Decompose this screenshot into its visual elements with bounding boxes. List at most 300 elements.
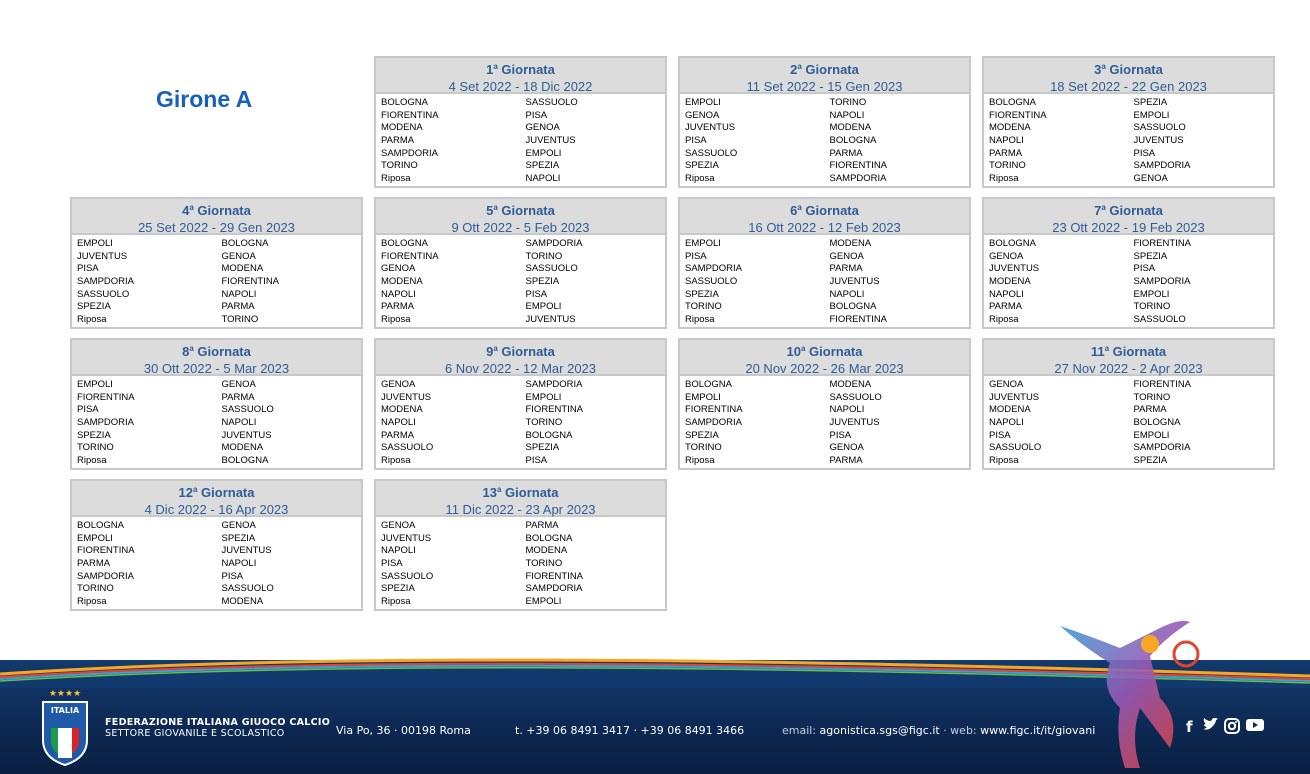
round-ordinal-suffix: a xyxy=(797,62,802,71)
match-row xyxy=(381,558,665,571)
match-row xyxy=(381,455,665,468)
away-team: JUVENTUS xyxy=(221,429,272,441)
away-team: JUVENTUS xyxy=(829,276,880,288)
round-card xyxy=(982,197,1275,329)
home-team: SAMPDORIA xyxy=(77,417,135,429)
home-team: TORINO xyxy=(77,442,114,454)
match-row xyxy=(381,571,665,584)
home-team: Riposa xyxy=(77,596,107,608)
home-team: EMPOLI xyxy=(77,532,113,544)
round-card xyxy=(982,56,1275,188)
away-team: PARMA xyxy=(829,455,863,467)
home-team: Riposa xyxy=(989,455,1019,467)
match-row xyxy=(685,110,969,123)
home-team: GENOA xyxy=(989,250,1024,262)
away-team: BOLOGNA xyxy=(221,238,269,249)
home-team: SAMPDORIA xyxy=(77,570,135,582)
home-team: SAMPDORIA xyxy=(685,263,743,275)
round-ordinal-suffix: a xyxy=(1101,203,1106,212)
footballer-illustration xyxy=(1040,608,1220,774)
away-team: SASSUOLO xyxy=(1133,314,1186,326)
round-label: Giornata xyxy=(193,203,251,218)
home-team: PISA xyxy=(77,404,99,416)
away-team: PARMA xyxy=(221,301,255,313)
round-ordinal: 12 xyxy=(178,485,193,500)
away-team: PISA xyxy=(525,109,548,121)
match-row xyxy=(989,135,1273,148)
match-row xyxy=(989,110,1273,123)
round-ordinal-suffix: a xyxy=(493,344,498,353)
match-row xyxy=(989,122,1273,135)
home-team: Riposa xyxy=(685,314,715,326)
away-team: BOLOGNA xyxy=(221,455,269,467)
match-row xyxy=(381,392,665,405)
match-row xyxy=(989,263,1273,276)
match-row xyxy=(989,148,1273,161)
round-header xyxy=(72,199,361,235)
round-label: Giornata xyxy=(805,344,863,359)
round-ordinal: 8 xyxy=(182,344,190,359)
round-label: Giornata xyxy=(501,485,559,500)
match-row xyxy=(685,97,969,110)
home-team: JUVENTUS xyxy=(381,391,432,403)
match-row xyxy=(685,263,969,276)
round-ordinal: 5 xyxy=(486,203,494,218)
email-link[interactable]: agonistica.sgs@figc.it xyxy=(819,724,940,737)
match-row xyxy=(77,251,361,264)
round-dates: 30 Ott 2022 - 5 Mar 2023 xyxy=(143,361,290,376)
match-list xyxy=(376,94,665,186)
away-team: JUVENTUS xyxy=(525,135,576,147)
round-dates: 6 Nov 2022 - 12 Mar 2023 xyxy=(444,361,597,376)
round-name xyxy=(984,340,1273,360)
round-ordinal-suffix: a xyxy=(189,203,194,212)
home-team: PISA xyxy=(685,250,707,262)
round-label: Giornata xyxy=(497,203,555,218)
match-row xyxy=(989,404,1273,417)
away-team: SAMPDORIA xyxy=(1133,442,1191,454)
away-team: MODENA xyxy=(221,442,264,454)
match-row xyxy=(381,301,665,314)
home-team: Riposa xyxy=(685,455,715,467)
home-team: PARMA xyxy=(77,558,111,570)
home-team: PISA xyxy=(685,135,707,147)
match-list xyxy=(984,376,1273,468)
match-row xyxy=(381,135,665,148)
away-team: SPEZIA xyxy=(221,532,256,544)
home-team: GENOA xyxy=(381,379,416,390)
round-ordinal-suffix: a xyxy=(493,62,498,71)
round-card xyxy=(678,56,971,188)
round-card xyxy=(982,338,1275,470)
round-label: Giornata xyxy=(497,62,555,77)
round-ordinal: 13 xyxy=(482,485,497,500)
round-card xyxy=(374,338,667,470)
home-team: BOLOGNA xyxy=(989,238,1036,249)
match-row xyxy=(381,97,665,110)
match-row xyxy=(685,301,969,314)
away-team: SASSUOLO xyxy=(525,263,578,275)
round-ordinal: 11 xyxy=(1090,344,1105,359)
away-team: FIORENTINA xyxy=(829,314,888,326)
home-team: EMPOLI xyxy=(685,97,721,108)
facebook-icon[interactable]: f xyxy=(1186,718,1193,736)
away-team: PISA xyxy=(829,429,852,441)
match-row xyxy=(989,430,1273,443)
away-team: FIORENTINA xyxy=(1133,379,1192,390)
round-name xyxy=(376,58,665,78)
youtube-icon[interactable] xyxy=(1246,718,1264,736)
match-row xyxy=(685,122,969,135)
match-row xyxy=(77,238,361,251)
home-team: MODENA xyxy=(989,404,1031,416)
home-team: SASSUOLO xyxy=(685,276,738,288)
round-ordinal: 4 xyxy=(182,203,190,218)
match-row xyxy=(685,173,969,186)
round-name xyxy=(984,199,1273,219)
home-team: FIORENTINA xyxy=(77,391,135,403)
match-row xyxy=(77,404,361,417)
away-team: GENOA xyxy=(829,250,864,262)
match-row xyxy=(989,301,1273,314)
match-row xyxy=(685,289,969,302)
round-name xyxy=(72,340,361,360)
match-row xyxy=(989,379,1273,392)
away-team: MODENA xyxy=(221,596,264,608)
match-row xyxy=(77,520,361,533)
away-team: SAMPDORIA xyxy=(525,583,583,595)
away-team: SAMPDORIA xyxy=(829,173,887,185)
match-row xyxy=(381,276,665,289)
match-row xyxy=(77,289,361,302)
round-header xyxy=(984,58,1273,94)
round-header xyxy=(984,340,1273,376)
home-team: BOLOGNA xyxy=(989,97,1036,108)
away-team: BOLOGNA xyxy=(829,301,877,313)
round-name xyxy=(72,199,361,219)
match-row xyxy=(685,251,969,264)
match-row xyxy=(77,301,361,314)
round-ordinal-suffix: a xyxy=(800,344,806,353)
match-row xyxy=(989,442,1273,455)
away-team: MODENA xyxy=(525,545,568,557)
footer-address: Via Po, 36 · 00198 Roma xyxy=(336,724,471,737)
round-ordinal-suffix: a xyxy=(1104,344,1110,353)
round-header xyxy=(376,481,665,517)
round-ordinal-suffix: a xyxy=(1101,62,1106,71)
home-team: FIORENTINA xyxy=(381,109,439,121)
round-name xyxy=(680,199,969,219)
match-list xyxy=(376,376,665,468)
round-name xyxy=(376,199,665,219)
away-team: SASSUOLO xyxy=(525,97,578,108)
away-team: TORINO xyxy=(221,314,259,326)
match-row xyxy=(77,314,361,327)
away-team: EMPOLI xyxy=(525,391,562,403)
away-team: BOLOGNA xyxy=(1133,417,1181,429)
away-team: FIORENTINA xyxy=(1133,238,1192,249)
home-team: EMPOLI xyxy=(77,238,113,249)
away-team: BOLOGNA xyxy=(525,532,573,544)
match-row xyxy=(989,455,1273,468)
round-header xyxy=(376,58,665,94)
home-team: SASSUOLO xyxy=(77,288,130,300)
home-team: FIORENTINA xyxy=(989,109,1047,121)
round-card xyxy=(374,479,667,611)
match-row xyxy=(77,442,361,455)
round-ordinal-suffix: a xyxy=(493,203,498,212)
home-team: FIORENTINA xyxy=(381,250,439,262)
home-team: Riposa xyxy=(989,173,1019,185)
round-ordinal: 10 xyxy=(786,344,801,359)
away-team: PARMA xyxy=(221,391,255,403)
away-team: GENOA xyxy=(221,379,256,390)
round-name xyxy=(680,340,969,360)
match-row xyxy=(381,417,665,430)
home-team: GENOA xyxy=(381,263,416,275)
home-team: BOLOGNA xyxy=(77,520,124,531)
figc-shield-logo xyxy=(40,688,90,766)
home-team: NAPOLI xyxy=(989,135,1024,147)
away-team: EMPOLI xyxy=(1133,109,1170,121)
away-team: JUVENTUS xyxy=(525,314,576,326)
home-team: GENOA xyxy=(381,520,416,531)
round-card xyxy=(70,479,363,611)
home-team: PARMA xyxy=(381,301,415,313)
svg-text:★★★★: ★★★★ xyxy=(48,689,82,699)
round-ordinal-suffix: a xyxy=(797,203,802,212)
round-ordinal: 6 xyxy=(790,203,798,218)
away-team: GENOA xyxy=(1133,173,1168,185)
round-dates: 11 Set 2022 - 15 Gen 2023 xyxy=(746,79,903,94)
match-row xyxy=(77,545,361,558)
round-header xyxy=(984,199,1273,235)
away-team: PARMA xyxy=(1133,404,1167,416)
round-card xyxy=(374,56,667,188)
away-team: NAPOLI xyxy=(525,173,561,185)
match-row xyxy=(989,238,1273,251)
home-team: BOLOGNA xyxy=(381,238,428,249)
away-team: MODENA xyxy=(221,263,264,275)
round-header xyxy=(72,340,361,376)
footer-phone: t. +39 06 8491 3417 · +39 06 8491 3466 xyxy=(515,724,745,737)
match-row xyxy=(989,97,1273,110)
home-team: MODENA xyxy=(989,276,1031,288)
home-team: Riposa xyxy=(989,314,1019,326)
round-header xyxy=(376,199,665,235)
away-team: PARMA xyxy=(525,520,559,531)
round-label: Giornata xyxy=(1105,203,1163,218)
match-row xyxy=(77,583,361,596)
match-row xyxy=(685,379,969,392)
match-list xyxy=(984,94,1273,186)
match-list xyxy=(72,376,361,468)
match-list xyxy=(376,235,665,327)
match-row xyxy=(989,251,1273,264)
match-row xyxy=(685,455,969,468)
match-row xyxy=(685,160,969,173)
web-label: · web: xyxy=(943,724,977,737)
round-dates: 4 Dic 2022 - 16 Apr 2023 xyxy=(144,502,289,517)
away-team: PISA xyxy=(221,570,244,582)
match-row xyxy=(381,404,665,417)
round-header xyxy=(72,481,361,517)
away-team: TORINO xyxy=(525,417,563,429)
home-team: JUVENTUS xyxy=(381,532,432,544)
round-name xyxy=(72,481,361,501)
match-row xyxy=(381,148,665,161)
home-team: MODENA xyxy=(381,276,423,288)
match-row xyxy=(989,392,1273,405)
home-team: JUVENTUS xyxy=(77,250,128,262)
away-team: FIORENTINA xyxy=(525,404,584,416)
match-row xyxy=(989,314,1273,327)
away-team: FIORENTINA xyxy=(525,570,584,582)
away-team: MODENA xyxy=(829,122,872,134)
round-ordinal: 1 xyxy=(486,62,494,77)
home-team: SASSUOLO xyxy=(989,442,1042,454)
away-team: SPEZIA xyxy=(1133,250,1168,262)
home-team: PARMA xyxy=(989,301,1023,313)
match-row xyxy=(381,596,665,609)
round-dates: 18 Set 2022 - 22 Gen 2023 xyxy=(1050,79,1207,94)
match-row xyxy=(381,442,665,455)
away-team: PISA xyxy=(1133,147,1156,159)
round-name xyxy=(376,340,665,360)
away-team: JUVENTUS xyxy=(221,545,272,557)
round-card xyxy=(678,338,971,470)
match-row xyxy=(685,442,969,455)
match-list xyxy=(680,235,969,327)
home-team: SPEZIA xyxy=(77,429,111,441)
match-row xyxy=(77,379,361,392)
home-team: PISA xyxy=(77,263,99,275)
match-row xyxy=(989,289,1273,302)
home-team: TORINO xyxy=(989,160,1026,172)
home-team: MODENA xyxy=(989,122,1031,134)
home-team: Riposa xyxy=(381,596,411,608)
round-label: Giornata xyxy=(801,62,859,77)
away-team: JUVENTUS xyxy=(829,417,880,429)
match-row xyxy=(381,173,665,186)
round-label: Giornata xyxy=(1105,62,1163,77)
away-team: PISA xyxy=(525,455,548,467)
match-row xyxy=(77,533,361,546)
home-team: EMPOLI xyxy=(77,379,113,390)
home-team: TORINO xyxy=(685,442,722,454)
round-dates: 23 Ott 2022 - 19 Feb 2023 xyxy=(1052,220,1205,235)
instagram-icon[interactable] xyxy=(1224,718,1240,738)
home-team: PISA xyxy=(989,429,1011,441)
away-team: EMPOLI xyxy=(525,147,562,159)
away-team: FIORENTINA xyxy=(829,160,888,172)
home-team: SAMPDORIA xyxy=(77,276,135,288)
match-row xyxy=(381,160,665,173)
round-dates: 16 Ott 2022 - 12 Feb 2023 xyxy=(748,220,901,235)
home-team: JUVENTUS xyxy=(685,122,736,134)
home-team: SASSUOLO xyxy=(685,147,738,159)
away-team: SAMPDORIA xyxy=(525,379,583,390)
match-list xyxy=(72,517,361,609)
away-team: MODENA xyxy=(829,379,872,390)
group-title: Girone A xyxy=(156,86,253,112)
round-card xyxy=(70,197,363,329)
away-team: EMPOLI xyxy=(525,301,562,313)
away-team: TORINO xyxy=(1133,301,1171,313)
home-team: FIORENTINA xyxy=(77,545,135,557)
home-team: TORINO xyxy=(77,583,114,595)
match-row xyxy=(381,263,665,276)
round-label: Giornata xyxy=(197,485,255,500)
round-card xyxy=(70,338,363,470)
round-label: Giornata xyxy=(497,344,555,359)
home-team: MODENA xyxy=(381,404,423,416)
home-team: BOLOGNA xyxy=(381,97,428,108)
round-dates: 27 Nov 2022 - 2 Apr 2023 xyxy=(1054,361,1203,376)
round-label: Giornata xyxy=(801,203,859,218)
home-team: NAPOLI xyxy=(381,288,416,300)
match-row xyxy=(77,596,361,609)
match-list xyxy=(376,517,665,609)
round-ordinal-suffix: a xyxy=(189,344,194,353)
match-row xyxy=(989,417,1273,430)
home-team: TORINO xyxy=(685,301,722,313)
match-row xyxy=(685,430,969,443)
match-row xyxy=(381,314,665,327)
round-header xyxy=(680,199,969,235)
home-team: GENOA xyxy=(685,109,720,121)
home-team: SAMPDORIA xyxy=(685,417,743,429)
round-dates: 25 Set 2022 - 29 Gen 2023 xyxy=(138,220,295,235)
round-header xyxy=(680,58,969,94)
match-row xyxy=(381,583,665,596)
round-name xyxy=(376,481,665,501)
away-team: JUVENTUS xyxy=(1133,135,1184,147)
home-team: BOLOGNA xyxy=(685,379,732,390)
home-team: FIORENTINA xyxy=(685,404,743,416)
away-team: TORINO xyxy=(525,558,563,570)
home-team: NAPOLI xyxy=(989,288,1024,300)
away-team: TORINO xyxy=(525,250,563,262)
home-team: SAMPDORIA xyxy=(381,147,439,159)
round-dates: 9 Ott 2022 - 5 Feb 2023 xyxy=(451,220,590,235)
round-dates: 11 Dic 2022 - 23 Apr 2023 xyxy=(445,502,596,517)
round-dates: 20 Nov 2022 - 26 Mar 2023 xyxy=(745,361,904,376)
home-team: EMPOLI xyxy=(685,391,721,403)
away-team: SAMPDORIA xyxy=(525,238,583,249)
match-row xyxy=(685,276,969,289)
away-team: PISA xyxy=(525,288,548,300)
match-row xyxy=(381,545,665,558)
match-row xyxy=(685,314,969,327)
round-header xyxy=(680,340,969,376)
away-team: NAPOLI xyxy=(829,109,865,121)
match-row xyxy=(381,289,665,302)
away-team: SPEZIA xyxy=(1133,97,1168,108)
home-team: Riposa xyxy=(381,455,411,467)
match-row xyxy=(77,455,361,468)
home-team: SPEZIA xyxy=(77,301,111,313)
home-team: Riposa xyxy=(77,314,107,326)
badge-text: ITALIA xyxy=(50,706,80,715)
away-team: SAMPDORIA xyxy=(1133,160,1191,172)
web-link[interactable]: www.figc.it/it/giovani xyxy=(980,724,1096,737)
match-row xyxy=(685,417,969,430)
home-team: TORINO xyxy=(381,160,418,172)
home-team: PISA xyxy=(381,558,403,570)
match-row xyxy=(77,571,361,584)
away-team: MODENA xyxy=(829,238,872,249)
